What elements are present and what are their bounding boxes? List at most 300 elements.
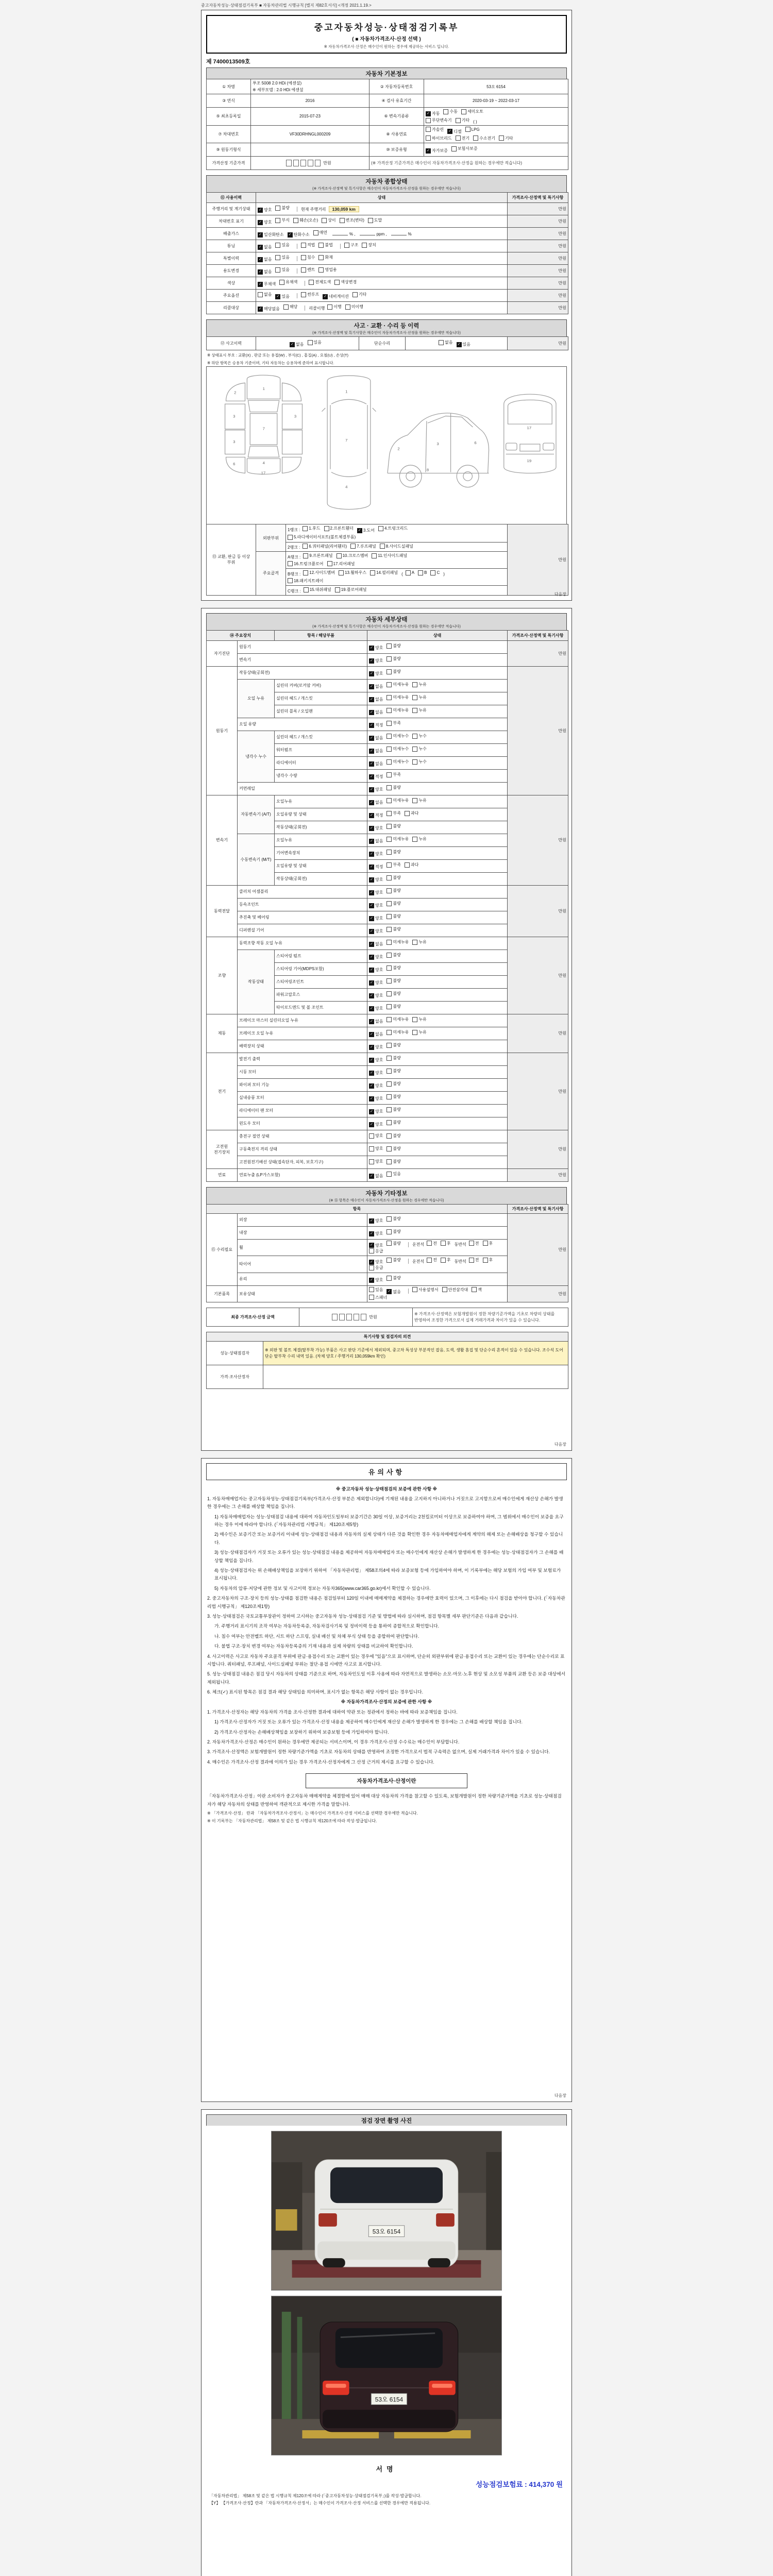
checkbox[interactable] (469, 1241, 474, 1246)
checkbox[interactable]: ✓ (369, 865, 374, 870)
checkbox-option (369, 1218, 383, 1224)
checkbox[interactable] (430, 570, 435, 575)
checkbox[interactable] (442, 1287, 447, 1292)
cell: 가격산정 기준가격 (207, 157, 251, 170)
checkbox[interactable] (426, 127, 431, 132)
cell (367, 743, 508, 756)
checkbox-option (386, 939, 409, 945)
checkbox[interactable] (405, 811, 410, 816)
header-cell: ⑭ 주요장치 (207, 630, 275, 640)
checkbox[interactable] (465, 127, 470, 132)
page-footer: 다음장 (554, 1442, 566, 1447)
checkbox[interactable] (303, 526, 308, 531)
checkbox[interactable] (386, 1069, 392, 1074)
checkbox[interactable] (345, 304, 350, 310)
checkbox[interactable] (337, 553, 342, 558)
checkbox[interactable] (293, 218, 298, 223)
checkbox[interactable] (386, 1258, 392, 1263)
checkbox[interactable] (288, 535, 293, 540)
checkbox[interactable]: ✓ (369, 1218, 374, 1224)
checkbox-option (369, 684, 383, 689)
checkbox-option (443, 109, 457, 114)
checkbox[interactable]: ✓ (369, 1071, 374, 1076)
checkbox-option (412, 746, 426, 752)
checkbox[interactable]: ✓ (369, 1058, 374, 1063)
panel-number-label: 8 (426, 467, 429, 472)
checkbox[interactable] (369, 1146, 374, 1151)
checkbox-label: B (424, 570, 427, 575)
digit-box (315, 160, 321, 166)
checkbox[interactable] (386, 1276, 392, 1281)
checkbox[interactable]: ✓ (258, 269, 263, 275)
checkbox-option (258, 207, 272, 213)
checkbox[interactable] (340, 218, 345, 223)
checkbox-label: 누수 (418, 759, 427, 764)
checkbox[interactable]: ✓ (369, 993, 374, 998)
checkbox[interactable]: ✓ (369, 1096, 374, 1101)
cell: 실린더 헤드 / 개스킷 (275, 692, 367, 705)
checkbox[interactable] (386, 824, 392, 829)
checkbox[interactable]: ✓ (369, 916, 374, 921)
cell: ⑦ 차대번호 (207, 125, 251, 143)
cell (367, 718, 508, 731)
checkbox[interactable] (441, 1241, 446, 1246)
cell: 만원 (508, 1130, 568, 1168)
cell: 배력장치 상태 (238, 1040, 367, 1053)
checkbox[interactable] (352, 292, 358, 297)
checkbox[interactable] (327, 561, 332, 566)
cell: 오일유량 및 상태 (275, 808, 367, 821)
checkbox[interactable] (386, 1017, 392, 1022)
checkbox[interactable] (483, 1258, 488, 1263)
checkbox[interactable] (426, 135, 431, 141)
cell: 작동상태(공회전) (238, 666, 367, 679)
checkbox-option (412, 836, 426, 842)
checkbox-option (309, 279, 331, 285)
checkbox-option (426, 111, 440, 116)
checkbox-option (426, 127, 444, 132)
checkbox[interactable] (318, 255, 324, 260)
cell (367, 1078, 508, 1091)
checkbox[interactable]: ✓ (369, 723, 374, 728)
checkbox[interactable] (288, 561, 293, 566)
checkbox[interactable]: ✓ (369, 671, 374, 676)
checkbox[interactable] (258, 292, 263, 297)
checkbox[interactable] (386, 927, 392, 932)
checkbox[interactable]: ✓ (369, 684, 374, 689)
checkbox[interactable]: ✓ (290, 342, 295, 347)
text: ※ 세부모델 : 2.0 HDi 에센셜 (253, 88, 304, 92)
cell (367, 1053, 508, 1065)
checkbox[interactable]: ✓ (369, 852, 374, 857)
checkbox[interactable] (386, 965, 392, 971)
checkbox[interactable] (451, 146, 457, 151)
checkbox[interactable]: ✓ (369, 955, 374, 960)
checkbox-label: 양호 (375, 1278, 383, 1282)
checkbox[interactable]: ✓ (457, 342, 462, 347)
checkbox[interactable] (483, 1241, 488, 1246)
checkbox[interactable] (412, 708, 417, 713)
checkbox-option (386, 733, 409, 739)
checkbox[interactable]: ✓ (369, 968, 374, 973)
checkbox-label: 불량 (393, 1159, 401, 1164)
checkbox[interactable] (335, 587, 340, 592)
checkbox[interactable]: ✓ (369, 800, 374, 805)
checkbox[interactable] (386, 953, 392, 958)
checkbox[interactable]: ✓ (258, 208, 263, 213)
checkbox[interactable]: ✓ (369, 1174, 374, 1179)
checkbox[interactable] (412, 682, 417, 687)
checkbox[interactable] (386, 759, 392, 765)
checkbox[interactable] (386, 837, 392, 842)
checkbox-option (308, 340, 322, 345)
checkbox-label: 11.인사이드패널 (378, 553, 408, 558)
checkbox[interactable]: ✓ (369, 942, 374, 947)
checkbox[interactable]: ✓ (258, 257, 263, 262)
checkbox[interactable]: ✓ (369, 710, 374, 715)
checkbox[interactable]: ✓ (369, 826, 374, 831)
checkbox[interactable] (386, 695, 392, 700)
cell (256, 290, 508, 302)
checkbox[interactable]: ✓ (323, 294, 328, 299)
checkbox[interactable] (386, 978, 392, 984)
checkbox[interactable] (386, 669, 392, 674)
checkbox[interactable]: ✓ (369, 1260, 374, 1265)
checkbox[interactable] (339, 570, 344, 575)
notices-title: 유의사항 (206, 1463, 567, 1480)
checkbox[interactable] (386, 1146, 392, 1151)
checkbox[interactable] (386, 1107, 392, 1112)
checkbox-label: 하이브리드 (432, 135, 452, 141)
section-title: 자동차 종합상태 (365, 179, 408, 185)
cell: 단순수리 (359, 337, 406, 350)
checkbox[interactable]: ✓ (369, 980, 374, 986)
cell: 만원 (508, 252, 568, 265)
checkbox[interactable] (386, 1216, 392, 1222)
notice-paragraph: 3. 가격조사·산정액은 보험개발원이 정한 차량기준가액을 기초로 자동차의 상태를 반영하여 조정한 가격으로서 법적 구속력은 없으며, 실제 거래가격과 차이가 있을 수 있습니다. (207, 1749, 550, 1755)
checkbox[interactable] (386, 1133, 392, 1139)
checkbox[interactable] (275, 206, 280, 211)
checkbox[interactable] (369, 1295, 374, 1300)
checkbox[interactable] (386, 1004, 392, 1009)
checkbox[interactable] (386, 1056, 392, 1061)
checkbox[interactable]: ✓ (369, 774, 374, 779)
checkbox[interactable] (386, 734, 392, 739)
checkbox[interactable]: ✓ (369, 1122, 374, 1127)
checkbox[interactable]: ✓ (258, 282, 263, 287)
cell: ⑤ 최초등록일 (207, 108, 251, 126)
checkbox[interactable] (362, 243, 367, 248)
checkbox[interactable]: ✓ (369, 787, 374, 792)
checkbox[interactable] (369, 1265, 374, 1270)
checkbox[interactable] (386, 1159, 392, 1164)
checkbox-option (369, 864, 383, 870)
checkbox[interactable] (303, 553, 308, 558)
checkbox[interactable] (412, 695, 417, 700)
checkbox[interactable] (412, 734, 417, 739)
checkbox-option (386, 1171, 400, 1177)
checkbox-option (369, 761, 383, 767)
notice-paragraph: 3) 성능·상태점검자가 거짓 또는 오류가 있는 성능·상태점검 내용을 제공하여 자동차매매업자 또는 매수인에게 재산상 손해가 발생하게 한 경우에는 성능·상태점검자가 그 손해를 배상할 책임을 집니다. (214, 1550, 564, 1563)
cell: 차대번호 표기 (207, 215, 256, 228)
checkbox-option (301, 267, 315, 273)
cell (367, 666, 508, 679)
checkbox-option (386, 978, 400, 984)
checkbox[interactable]: ✓ (369, 1278, 374, 1283)
checkbox[interactable] (469, 1258, 474, 1263)
checkbox[interactable]: ✓ (369, 749, 374, 754)
checkbox[interactable]: ✓ (288, 232, 293, 238)
cell: 브레이크 마스터 실린더오일 누유 (238, 1014, 367, 1027)
checkbox[interactable] (386, 1094, 392, 1099)
checkbox[interactable] (386, 643, 392, 649)
cell (367, 1213, 508, 1226)
checkbox[interactable] (344, 243, 349, 248)
checkbox-label: 10.크로스멤버 (342, 553, 368, 558)
checkbox-label: 15.대쉬패널 (309, 587, 331, 592)
text: 운전석 (412, 1242, 425, 1247)
checkbox[interactable] (473, 135, 478, 141)
checkbox[interactable] (324, 526, 329, 531)
checkbox[interactable] (461, 109, 466, 114)
checkbox[interactable]: ✓ (369, 1109, 374, 1114)
cell: 만원 (508, 1285, 568, 1302)
checkbox[interactable] (386, 1081, 392, 1087)
section-title: 점검 장면 촬영 사진 (361, 2117, 412, 2124)
checkbox[interactable] (426, 118, 431, 123)
checkbox[interactable] (275, 243, 280, 248)
checkbox[interactable]: ✓ (369, 658, 374, 664)
checkbox[interactable]: ✓ (258, 245, 263, 250)
checkbox[interactable] (279, 280, 284, 285)
checkbox[interactable] (288, 578, 293, 583)
checkbox[interactable] (369, 1287, 374, 1292)
checkbox-option (430, 570, 440, 575)
checkbox[interactable] (406, 570, 411, 575)
checkbox[interactable]: ✓ (369, 1006, 374, 1011)
checkbox[interactable]: ✓ (369, 839, 374, 844)
checkbox[interactable] (412, 837, 417, 842)
cell: 브레이크 오일 누유 (238, 1027, 367, 1040)
checkbox[interactable] (301, 292, 306, 297)
checkbox[interactable] (386, 914, 392, 919)
checkbox[interactable]: ✓ (369, 890, 374, 895)
checkbox[interactable] (386, 850, 392, 855)
checkbox-label: 8.사이드실패널 (385, 544, 413, 549)
checkbox[interactable]: ✓ (357, 528, 362, 533)
checkbox[interactable] (386, 1030, 392, 1035)
checkbox[interactable] (386, 682, 392, 687)
text: 만원 (369, 1314, 377, 1319)
checkbox-option (369, 941, 383, 947)
checkbox-label: 변조(변타) (345, 218, 364, 223)
checkbox[interactable] (368, 218, 373, 223)
warranty-type (424, 143, 568, 157)
checkbox[interactable] (386, 1043, 392, 1048)
checkbox-option (369, 1057, 383, 1063)
checkbox[interactable] (301, 267, 306, 273)
checkbox-label: 양호 (375, 1109, 383, 1114)
checkbox[interactable] (372, 553, 377, 558)
checkbox[interactable] (405, 862, 410, 868)
cell: 보유상태 (238, 1285, 367, 1302)
checkbox[interactable] (386, 785, 392, 790)
cell (367, 1014, 508, 1027)
checkbox[interactable] (303, 544, 308, 549)
checkbox[interactable] (499, 135, 504, 141)
checkbox[interactable] (370, 570, 375, 575)
checkbox-option (386, 746, 409, 752)
cell: 등속조인트 (238, 898, 367, 911)
checkbox[interactable]: ✓ (369, 1231, 374, 1236)
checkbox[interactable]: ✓ (369, 877, 374, 883)
checkbox[interactable] (369, 1248, 374, 1253)
checkbox[interactable] (304, 587, 309, 592)
checkbox[interactable] (386, 1229, 392, 1234)
checkbox[interactable]: ✓ (369, 1243, 374, 1248)
checkbox[interactable] (418, 570, 423, 575)
checkbox-label: 수소전기 (479, 135, 496, 141)
checkbox[interactable] (334, 280, 340, 285)
checkbox[interactable] (412, 940, 417, 945)
checkbox[interactable] (412, 747, 417, 752)
panel-number-label: 17 (261, 470, 266, 476)
digit-box (300, 160, 306, 166)
checkbox[interactable]: ✓ (369, 1032, 374, 1037)
checkbox[interactable] (386, 875, 392, 880)
checkbox[interactable] (386, 772, 392, 777)
checkbox-label: 없음 (375, 736, 383, 740)
checkbox[interactable] (386, 747, 392, 752)
checkbox[interactable]: ✓ (369, 903, 374, 908)
checkbox[interactable] (275, 255, 280, 260)
checkbox[interactable] (412, 1287, 417, 1292)
section-title: 사고 · 교환 · 수리 등 이력 (354, 323, 419, 329)
checkbox[interactable] (283, 304, 289, 310)
checkbox[interactable]: ✓ (369, 929, 374, 934)
checkbox[interactable]: ✓ (369, 1083, 374, 1089)
checkbox-label: 불량 (393, 785, 401, 790)
checkbox[interactable] (386, 1241, 392, 1246)
checkbox[interactable]: ✓ (369, 736, 374, 741)
checkbox-label: 색상변경 (341, 280, 357, 284)
checkbox-label: 9.프론트패널 (309, 553, 333, 558)
checkbox[interactable] (275, 218, 280, 223)
panel-number-label: 3 (436, 441, 439, 446)
checkbox[interactable] (369, 1133, 374, 1139)
checkbox-option (412, 733, 426, 739)
base-price-value (251, 157, 369, 170)
inspector-opinion-table (206, 1332, 568, 1389)
checkbox-option (386, 720, 400, 726)
checkbox[interactable] (380, 544, 385, 549)
checkbox[interactable] (309, 280, 314, 285)
checkbox[interactable] (412, 798, 417, 803)
checkbox[interactable] (412, 1017, 417, 1022)
checkbox[interactable]: ✓ (386, 1289, 392, 1294)
checkbox[interactable] (386, 798, 392, 803)
checkbox[interactable] (313, 230, 318, 235)
checkbox[interactable] (386, 656, 392, 662)
checkbox[interactable] (386, 1120, 392, 1125)
checkbox[interactable]: ✓ (258, 307, 263, 312)
cell: 가격·조사산정자 (207, 1365, 263, 1389)
checkbox[interactable] (301, 255, 306, 260)
checkbox-label: 있음 (281, 255, 290, 260)
checkbox[interactable] (386, 811, 392, 816)
checkbox-option (369, 722, 383, 728)
checkbox[interactable] (441, 1258, 446, 1263)
cell: 타이로드엔드 및 볼 조인트 (275, 1001, 367, 1014)
checkbox[interactable] (427, 1258, 432, 1263)
checkbox-option (369, 838, 383, 844)
checkbox[interactable]: ✓ (258, 220, 263, 225)
checkbox-label: 있음 (313, 340, 322, 345)
checkbox[interactable] (301, 243, 306, 248)
checkbox[interactable] (472, 1287, 477, 1292)
checkbox[interactable] (443, 109, 448, 114)
checkbox[interactable] (412, 1030, 417, 1035)
checkbox[interactable] (386, 940, 392, 945)
checkbox[interactable]: ✓ (426, 148, 431, 154)
checkbox[interactable]: ✓ (369, 813, 374, 818)
checkbox-option (327, 561, 355, 567)
checkbox-label: 양호 (375, 852, 383, 856)
checkbox-option (456, 135, 469, 141)
checkbox[interactable] (350, 544, 356, 549)
checkbox[interactable]: ✓ (275, 294, 280, 299)
checkbox[interactable] (456, 135, 461, 141)
checkbox[interactable] (386, 708, 392, 713)
checkbox-label: 렌트 (307, 267, 315, 272)
checkbox[interactable] (303, 570, 308, 575)
checkbox[interactable] (275, 267, 280, 273)
checkbox[interactable] (412, 759, 417, 765)
checkbox[interactable]: ✓ (258, 232, 263, 238)
checkbox[interactable] (386, 721, 392, 726)
checkbox[interactable] (322, 218, 327, 223)
checkbox[interactable] (378, 526, 383, 531)
checkbox[interactable] (386, 888, 392, 893)
checkbox[interactable]: ✓ (369, 697, 374, 702)
checkbox[interactable] (386, 901, 392, 906)
checkbox[interactable] (327, 304, 332, 310)
checkbox-label: 미이행 (351, 304, 363, 309)
cell: 주행거리 및 계기상태 (207, 203, 256, 215)
checkbox[interactable] (386, 991, 392, 996)
checkbox[interactable] (386, 862, 392, 868)
checkbox[interactable]: ✓ (426, 111, 431, 116)
checkbox[interactable] (439, 340, 444, 345)
checkbox[interactable] (318, 267, 324, 273)
checkbox[interactable] (456, 118, 461, 123)
checkbox[interactable] (318, 243, 324, 248)
page-footer: 다음장 (554, 2093, 566, 2098)
checkbox[interactable] (308, 340, 313, 345)
cell (286, 524, 508, 543)
checkbox[interactable]: ✓ (369, 1019, 374, 1024)
checkbox[interactable]: ✓ (369, 761, 374, 767)
checkbox[interactable]: ✓ (447, 129, 452, 134)
checkbox-option (369, 735, 383, 741)
checkbox[interactable] (386, 1172, 392, 1177)
checkbox-option (303, 570, 335, 575)
checkbox[interactable]: ✓ (369, 1045, 374, 1050)
checkbox[interactable] (369, 1159, 374, 1164)
checkbox[interactable]: ✓ (369, 646, 374, 651)
checkbox[interactable] (427, 1241, 432, 1246)
cell: 실린더 헤드 / 개스킷 (275, 731, 367, 743)
